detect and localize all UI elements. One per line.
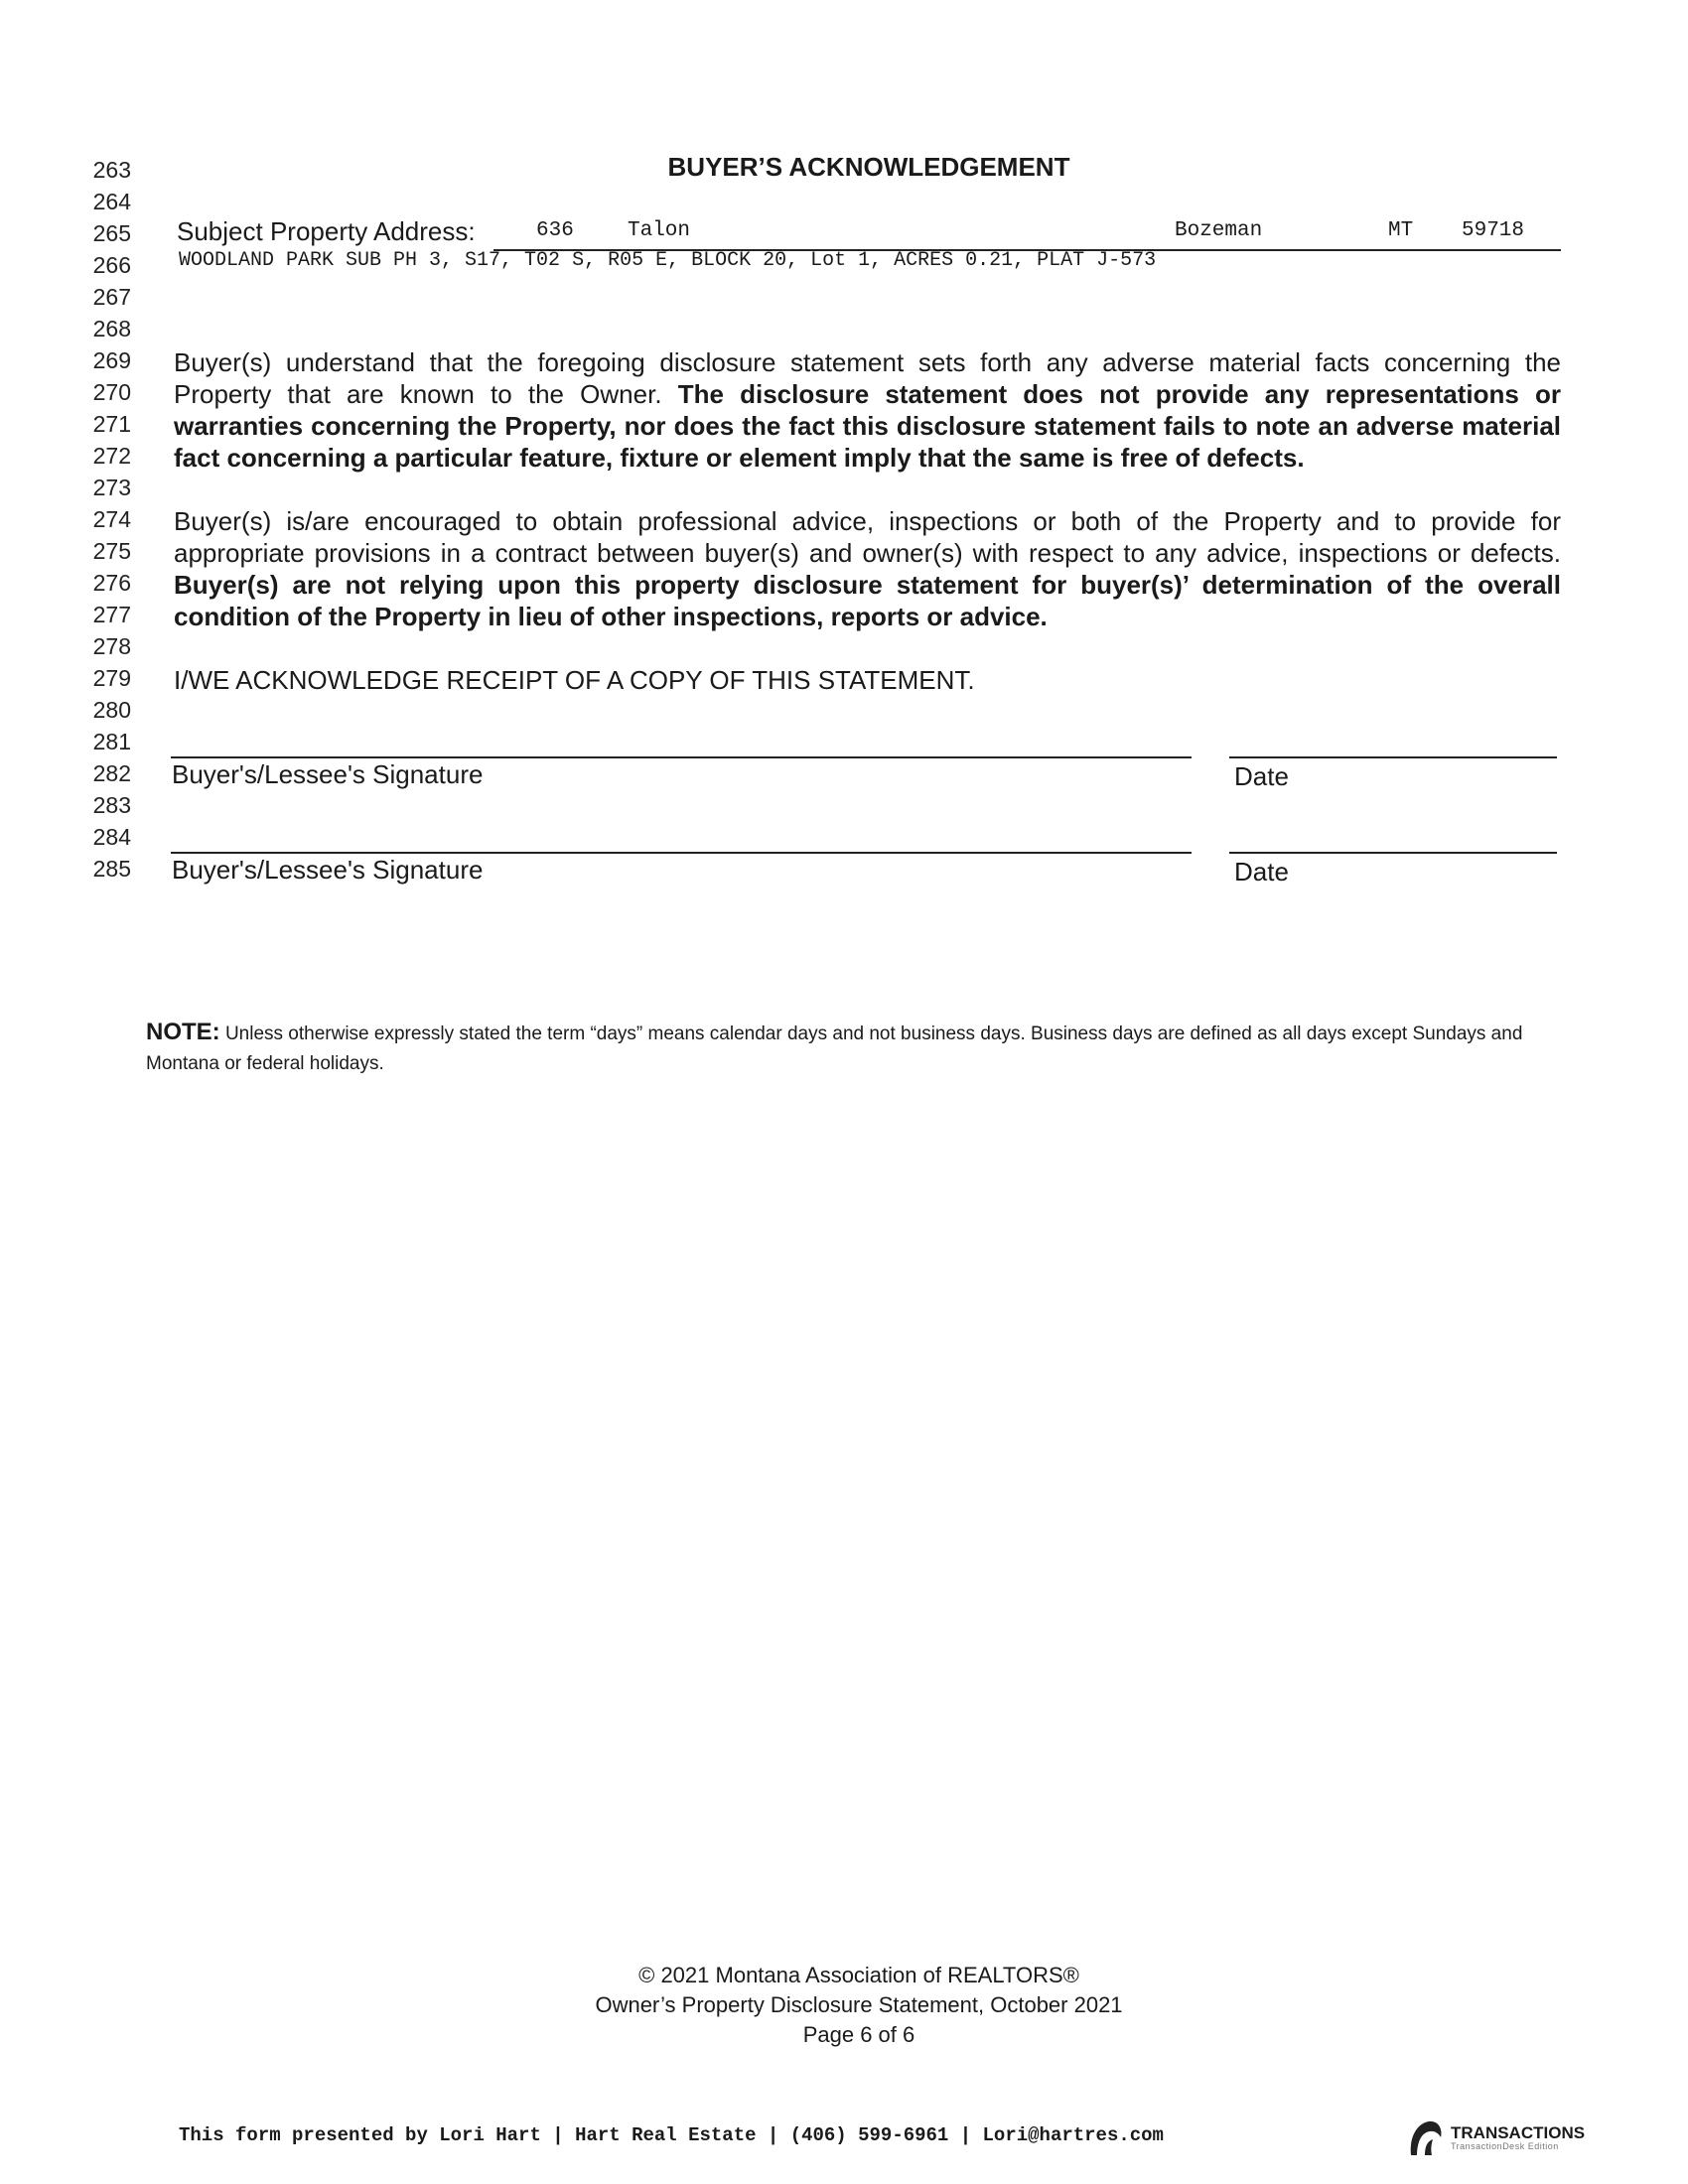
transactions-logo-icon (1405, 2117, 1445, 2157)
address-street[interactable]: Talon (628, 219, 691, 242)
note-text: Unless otherwise expressly stated the term “days” means calendar days and not business days. Business days are defined as all days except Sundays and Montana or federal holidays. (146, 1024, 1523, 1074)
line-number: 266 (92, 252, 131, 278)
line-number: 284 (92, 824, 131, 850)
date-label-2: Date (1234, 857, 1289, 887)
line-number: 280 (92, 697, 131, 723)
line-number: 267 (92, 284, 131, 310)
line-number: 277 (92, 602, 131, 627)
line-number: 275 (92, 538, 131, 564)
address-label: Subject Property Address: (177, 216, 476, 246)
note-label: NOTE: (146, 1019, 220, 1045)
disclosure-paragraph (174, 346, 1561, 474)
line-number: 271 (92, 411, 131, 437)
line-number: 270 (92, 379, 131, 405)
address-zip[interactable]: 59718 (1462, 219, 1525, 242)
line-number: 282 (92, 760, 131, 786)
presented-by: This form presented by Lori Hart | Hart Real Estate | (406) 599-6961 | Lori@hartres.com (179, 2124, 1164, 2146)
signature-label-2: Buyer's/Lessee's Signature (172, 855, 484, 885)
note (146, 1018, 1536, 1079)
line-number: 265 (92, 220, 131, 246)
logo-subtitle: TransactionDesk Edition (1451, 2140, 1559, 2151)
line-number: 272 (92, 443, 131, 469)
footer-form-name: Owner’s Property Disclosure Statement, October 2021 (595, 1992, 1123, 2017)
line-number: 263 (92, 157, 131, 183)
date-line-1[interactable] (1229, 756, 1557, 758)
inspection-paragraph (174, 505, 1561, 632)
logo-name: TRANSACTIONS (1451, 2122, 1586, 2142)
line-number: 269 (92, 347, 131, 373)
signature-line-1[interactable] (171, 756, 1192, 758)
date-line-2[interactable] (1229, 852, 1557, 854)
inspection-paragraph-bold: Buyer(s) are not relying upon this property disclosure statement for buyer(s)’ determination of the overall condition of the Property in lieu of other inspections, reports or advice. (174, 570, 1561, 631)
disclosure-paragraph-bold: The disclosure statement does not provide any representations or warranties concerning the Property, nor does the fact this disclosure statement fails to note an adverse material fact concerning a particular feature, fixture or element imply that the same is free of defects. (174, 379, 1561, 473)
line-number: 274 (92, 506, 131, 532)
line-number: 283 (92, 792, 131, 818)
inspection-paragraph-text: Buyer(s) is/are encouraged to obtain professional advice, inspections or both of the Property and to provide for appropriate provisions in a contract between buyer(s) and owner(s) with respect to any advice, inspections or defects. (174, 506, 1561, 568)
disclosure-paragraph-text: Buyer(s) understand that the foregoing disclosure statement sets forth any adverse material facts concerning the Property that are known to the Owner. (174, 347, 1561, 409)
footer-copyright: © 2021 Montana Association of REALTORS® (638, 1963, 1079, 1987)
line-number: 276 (92, 570, 131, 596)
page-footer (0, 1961, 1688, 2050)
address-state[interactable]: MT (1388, 219, 1414, 242)
address-city[interactable]: Bozeman (1175, 219, 1263, 242)
line-number: 273 (92, 475, 131, 500)
line-number: 285 (92, 856, 131, 882)
line-number: 268 (92, 316, 131, 341)
transactions-logo (1405, 2117, 1585, 2157)
acknowledge-statement: I/WE ACKNOWLEDGE RECEIPT OF A COPY OF THIS STATEMENT. (174, 665, 975, 695)
page-title: BUYER’S ACKNOWLEDGEMENT (667, 152, 1070, 182)
signature-label-1: Buyer's/Lessee's Signature (172, 759, 484, 789)
line-number: 264 (92, 189, 131, 214)
line-number: 279 (92, 665, 131, 691)
line-number: 278 (92, 633, 131, 659)
line-number: 281 (92, 729, 131, 754)
signature-line-2[interactable] (171, 852, 1192, 854)
legal-description[interactable]: WOODLAND PARK SUB PH 3, S17, T02 S, R05 E, BLOCK 20, Lot 1, ACRES 0.21, PLAT J-573 (179, 249, 1157, 272)
address-number[interactable]: 636 (536, 219, 574, 242)
date-label-1: Date (1234, 761, 1289, 791)
footer-page-number: Page 6 of 6 (802, 2022, 915, 2047)
